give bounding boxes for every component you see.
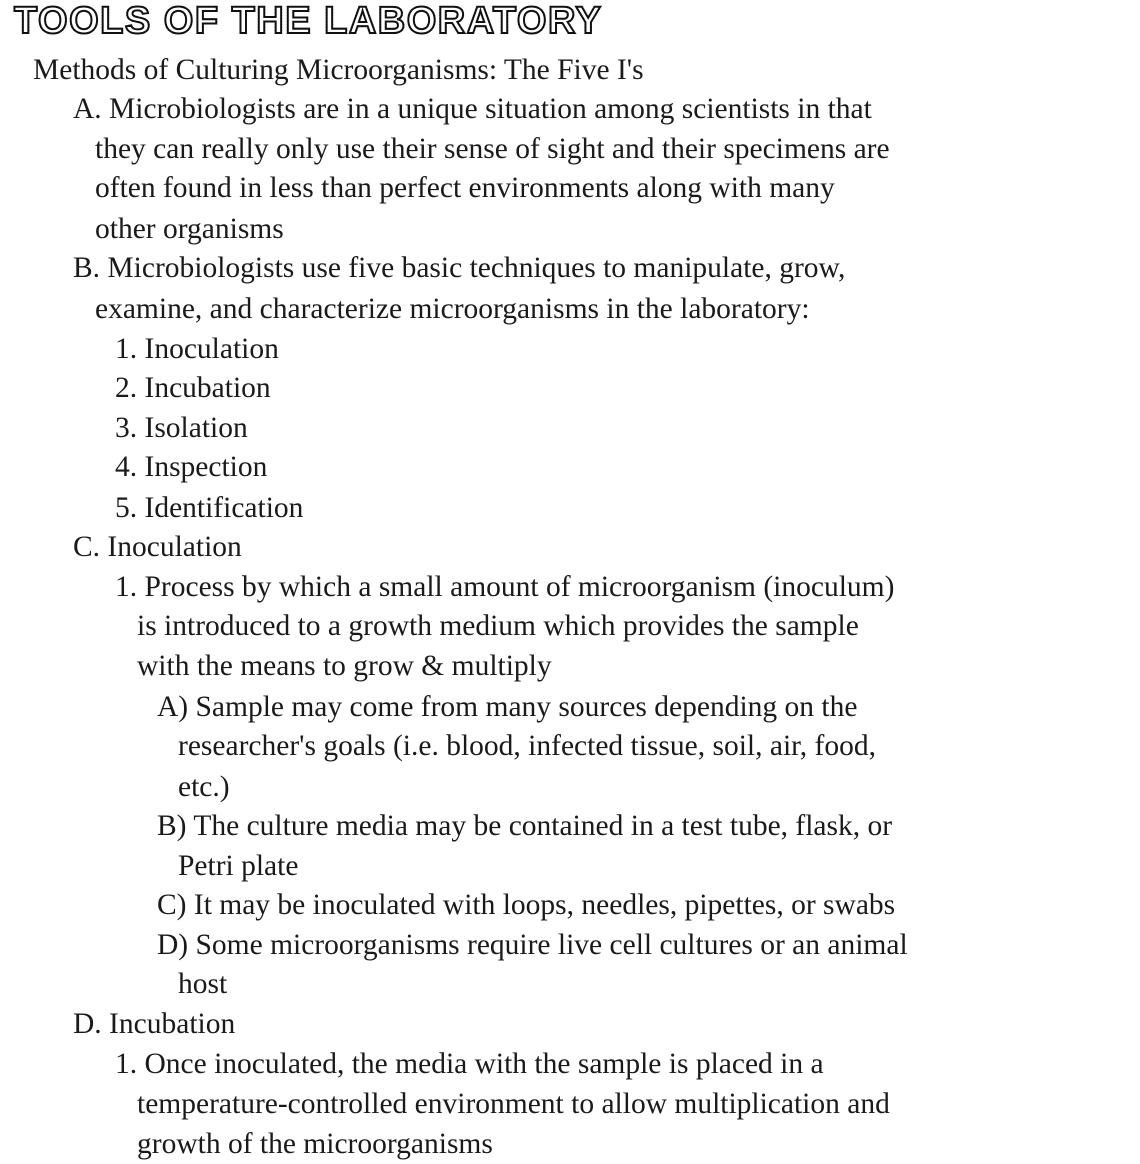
subpoint-b-line: Petri plate xyxy=(178,850,299,882)
subpoint-d: D) Some microorganisms require live cell cultures or an animal xyxy=(157,929,908,961)
subpoint-d-line: host xyxy=(178,968,228,1000)
point-a-line: other organisms xyxy=(95,213,284,245)
technique-item: 2. Incubation xyxy=(115,372,271,404)
subpoint-b: B) The culture media may be contained in a test tube, flask, or xyxy=(157,810,893,842)
point-b-line: examine, and characterize microorganisms in the laboratory: xyxy=(95,293,810,325)
point-a-line: often found in less than perfect environments along with many xyxy=(95,172,835,204)
point-c-item-line: is introduced to a growth medium which provides the sample xyxy=(137,610,859,642)
section-heading: Methods of Culturing Microorganisms: The Five I's xyxy=(33,54,644,86)
subpoint-c: C) It may be inoculated with loops, needles, pipettes, or swabs xyxy=(157,889,896,921)
document-title: TOOLS OF THE LABORATORY xyxy=(14,0,603,42)
point-c-item-line: with the means to grow & multiply xyxy=(137,650,552,682)
technique-item: 4. Inspection xyxy=(115,451,268,483)
point-b: B. Microbiologists use five basic techniques to manipulate, grow, xyxy=(73,252,846,284)
point-c-heading: C. Inoculation xyxy=(73,531,242,563)
subpoint-a-line: etc.) xyxy=(178,771,230,803)
technique-item: 3. Isolation xyxy=(115,412,248,444)
point-a-line: they can really only use their sense of sight and their specimens are xyxy=(95,133,890,165)
point-d-item-line: growth of the microorganisms xyxy=(137,1128,493,1160)
point-d-item: 1. Once inoculated, the media with the sample is placed in a xyxy=(115,1048,824,1080)
point-c-item: 1. Process by which a small amount of microorganism (inoculum) xyxy=(115,571,895,603)
technique-item: 1. Inoculation xyxy=(115,333,279,365)
point-a: A. Microbiologists are in a unique situation among scientists in that xyxy=(73,93,872,125)
point-d-item-line: temperature-controlled environment to allow multiplication and xyxy=(137,1088,890,1120)
subpoint-a: A) Sample may come from many sources depending on the xyxy=(157,691,858,723)
technique-item: 5. Identification xyxy=(115,492,304,524)
subpoint-a-line: researcher's goals (i.e. blood, infected tissue, soil, air, food, xyxy=(178,730,876,762)
point-d-heading: D. Incubation xyxy=(73,1008,236,1040)
